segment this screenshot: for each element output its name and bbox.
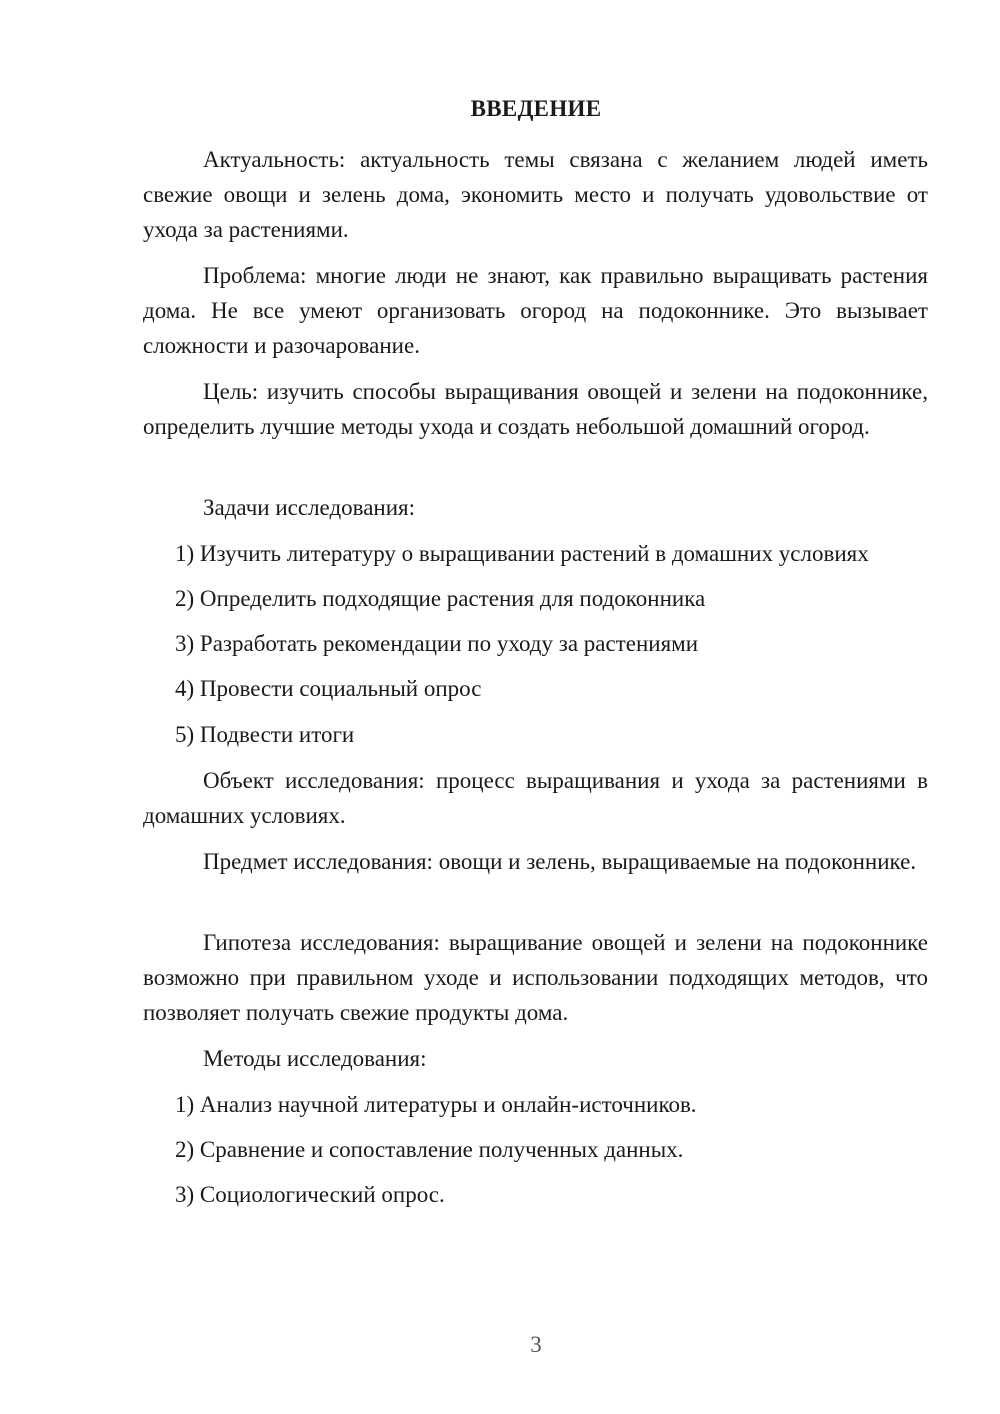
relevance-paragraph: Актуальность: актуальность темы связана с желанием людей иметь свежие овощи и зелень дома, экономить место и получать удовольствие от ухода за растениями. [143, 147, 928, 242]
goal-paragraph: Цель: изучить способы выращивания овощей и зелени на подоконнике, определить лучшие методы ухода и создать небольшой домашний огород. [143, 379, 928, 439]
page-number: 3 [530, 1332, 542, 1357]
task-item: 5) Подвести итоги [175, 722, 355, 747]
methods-title: Методы исследования: [203, 1046, 427, 1071]
task-item: 1) Изучить литературу о выращивании растений в домашних условиях [175, 541, 869, 566]
method-item: 1) Анализ научной литературы и онлайн-источников. [175, 1092, 697, 1117]
tasks-title: Задачи исследования: [203, 495, 416, 520]
method-item: 2) Сравнение и сопоставление полученных данных. [175, 1137, 684, 1162]
subject-paragraph: Предмет исследования: овощи и зелень, выращиваемые на подоконнике. [203, 849, 917, 874]
object-paragraph: Объект исследования: процесс выращивания и ухода за растениями в домашних условиях. [143, 768, 928, 828]
task-item: 4) Провести социальный опрос [175, 676, 482, 701]
task-item: 2) Определить подходящие растения для подоконника [175, 586, 706, 611]
problem-paragraph: Проблема: многие люди не знают, как правильно выращивать растения дома. Не все умеют организовать огород на подоконнике. Это вызывает сложности и разочарование. [143, 263, 928, 358]
page-title: ВВЕДЕНИЕ [470, 96, 602, 121]
task-item: 3) Разработать рекомендации по уходу за растениями [175, 631, 699, 656]
method-item: 3) Социологический опрос. [175, 1182, 445, 1207]
hypothesis-paragraph: Гипотеза исследования: выращивание овощей и зелени на подоконнике возможно при правильном уходе и использовании подходящих методов, что позволяет получать свежие продукты дома. [143, 930, 928, 1025]
